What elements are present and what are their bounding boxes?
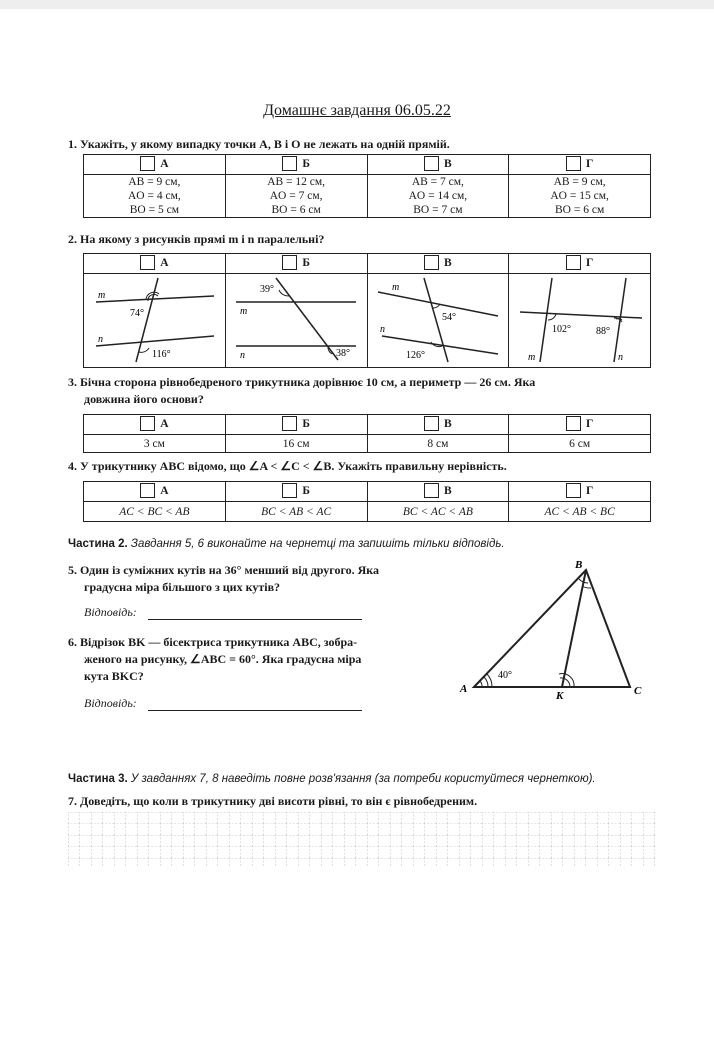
label-m: m xyxy=(98,290,106,301)
vertex-label-k: K xyxy=(556,690,564,702)
option-letter: Б xyxy=(302,485,310,498)
answer-cell: 8 см xyxy=(367,435,509,453)
option-b-header[interactable] xyxy=(225,155,367,175)
option-letter: А xyxy=(160,158,169,171)
option-letter: Б xyxy=(302,257,310,270)
cell-line: AB = 9 см, xyxy=(553,176,606,188)
label-m: m xyxy=(240,306,248,317)
question-3-line-2: довжина його основи? xyxy=(84,392,204,406)
part-3-instructions: У завданнях 7, 8 наведіть повне розв'язання (за потреби користуйтеся чернеткою). xyxy=(130,773,596,785)
answer-label-5: Відповідь: xyxy=(84,605,137,619)
page-title: Домашнє завдання 06.05.22 xyxy=(263,102,451,119)
option-c-header[interactable] xyxy=(367,254,509,274)
angle-label: 88° xyxy=(595,326,610,337)
figure-cell-b xyxy=(225,274,367,368)
option-letter: В xyxy=(444,158,452,171)
cell-line: BO = 6 см xyxy=(271,204,321,216)
figure-cell-c xyxy=(367,274,509,368)
option-a-header[interactable] xyxy=(84,254,226,274)
answer-cell: BC < AC < AB xyxy=(367,502,509,522)
answer-cell xyxy=(225,175,367,218)
cell-line: AO = 7 см, xyxy=(269,190,323,202)
label-m: m xyxy=(527,352,535,363)
question-5-line-1: 5. Один із суміжних кутів на 36° менший від другого. Яка xyxy=(68,563,379,577)
answer-cell xyxy=(84,175,226,218)
option-letter: А xyxy=(160,485,169,498)
angle-label: 40° xyxy=(498,670,512,681)
checkbox-d[interactable] xyxy=(566,483,581,498)
angle-label: 38° xyxy=(336,348,351,359)
vertex-label-b: B xyxy=(575,559,583,571)
option-b-header[interactable] xyxy=(225,415,367,435)
triangle-figure xyxy=(452,556,652,706)
top-bar xyxy=(0,0,714,9)
answer-cell xyxy=(509,175,651,218)
option-d-header[interactable] xyxy=(509,415,651,435)
checkbox-a[interactable] xyxy=(140,156,155,171)
cell-line: AB = 7 см, xyxy=(411,176,464,188)
option-a-header[interactable] xyxy=(84,155,226,175)
label-n: n xyxy=(240,350,246,361)
question-7-text: 7. Доведіть, що коли в трикутнику дві висоти рівні, то він є рівнобедреним. xyxy=(68,794,478,808)
angle-label: 74° xyxy=(130,308,145,319)
answer-cell xyxy=(367,175,509,218)
option-b-header[interactable] xyxy=(225,254,367,274)
option-letter: Г xyxy=(585,485,594,498)
angle-label: 102° xyxy=(551,324,571,335)
part-2-instructions: Завдання 5, 6 виконайте на чернетці та запишіть тільки відповідь. xyxy=(130,538,505,550)
answer-grid[interactable] xyxy=(68,812,658,868)
option-d-header[interactable] xyxy=(509,155,651,175)
option-letter: В xyxy=(444,418,452,431)
question-1-text: 1. Укажіть, у якому випадку точки A, B і O не лежать на одній прямій. xyxy=(68,137,450,151)
checkbox-a[interactable] xyxy=(140,483,155,498)
question-6-text xyxy=(68,634,440,685)
answer-cell: BC < AB < AC xyxy=(225,502,367,522)
checkbox-d[interactable] xyxy=(566,156,581,171)
option-a-header[interactable] xyxy=(84,482,226,502)
question-1-answer-table xyxy=(83,154,651,218)
option-b-header[interactable] xyxy=(225,482,367,502)
question-6-line-3: кута BKC? xyxy=(84,669,144,683)
answer-cell: AC < BC < AB xyxy=(84,502,226,522)
angle-label: 116° xyxy=(152,349,172,360)
question-3-line-1: 3. Бічна сторона рівнобедреного трикутника дорівнює 10 см, а периметр — 26 см. Яка xyxy=(68,375,536,389)
figure-cell-a xyxy=(84,274,226,368)
answer-cell: 6 см xyxy=(509,435,651,453)
option-d-header[interactable] xyxy=(509,482,651,502)
label-n: n xyxy=(379,324,385,335)
option-a-header[interactable] xyxy=(84,415,226,435)
figure-b xyxy=(226,274,366,364)
checkbox-c[interactable] xyxy=(424,156,439,171)
question-3-text xyxy=(68,374,658,408)
checkbox-a[interactable] xyxy=(140,416,155,431)
question-4-answer-table xyxy=(83,481,651,522)
checkbox-a[interactable] xyxy=(140,255,155,270)
question-3-answer-table xyxy=(83,414,651,453)
angle-label: 54° xyxy=(441,312,456,323)
answer-field-6[interactable] xyxy=(148,710,362,711)
answer-label-6: Відповідь: xyxy=(84,696,137,710)
question-5-line-2: градусна міра більшого з цих кутів? xyxy=(84,580,281,594)
label-n: n xyxy=(617,352,623,363)
figure-a xyxy=(84,274,224,364)
checkbox-c[interactable] xyxy=(424,255,439,270)
cell-line: AB = 9 см, xyxy=(128,176,181,188)
answer-field-5[interactable] xyxy=(148,619,362,620)
option-letter: Г xyxy=(585,418,594,431)
checkbox-b[interactable] xyxy=(282,156,297,171)
answer-cell: 3 см xyxy=(84,435,226,453)
figure-cell-d xyxy=(509,274,651,368)
angle-label: 39° xyxy=(260,284,275,295)
checkbox-b[interactable] xyxy=(282,483,297,498)
figure-c xyxy=(368,274,508,364)
cell-line: BO = 7 см xyxy=(413,204,463,216)
cell-line: AO = 14 см, xyxy=(408,190,468,202)
checkbox-d[interactable] xyxy=(566,255,581,270)
cell-line: BO = 6 см xyxy=(555,204,605,216)
label-n: n xyxy=(98,334,104,345)
cell-line: BO = 5 см xyxy=(129,204,179,216)
option-letter: Г xyxy=(585,257,594,270)
answer-cell: 16 см xyxy=(225,435,367,453)
option-letter: В xyxy=(444,257,452,270)
answer-cell: AC < AB < BC xyxy=(509,502,651,522)
label-m: m xyxy=(391,282,400,293)
angle-label: 126° xyxy=(405,350,425,361)
vertex-label-a: A xyxy=(460,683,468,695)
question-2-text: 2. На якому з рисунків прямі m і n паралельні? xyxy=(68,232,325,246)
checkbox-d[interactable] xyxy=(566,416,581,431)
checkbox-b[interactable] xyxy=(282,416,297,431)
part-3-label: Частина 3. xyxy=(68,773,128,785)
vertex-label-c: C xyxy=(634,685,642,697)
option-c-header[interactable] xyxy=(367,415,509,435)
option-letter: Г xyxy=(585,158,594,171)
checkbox-b[interactable] xyxy=(282,255,297,270)
figure-d xyxy=(510,274,650,364)
cell-line: AB = 12 см, xyxy=(267,176,326,188)
option-letter: Б xyxy=(302,158,310,171)
option-letter: Б xyxy=(302,418,310,431)
option-c-header[interactable] xyxy=(367,155,509,175)
cell-line: AO = 15 см, xyxy=(550,190,609,202)
checkbox-c[interactable] xyxy=(424,483,439,498)
option-d-header[interactable] xyxy=(509,254,651,274)
cell-line: AO = 4 см, xyxy=(128,190,181,202)
question-4-text: 4. У трикутнику ABC відомо, що ∠A < ∠C < ∠B. Укажіть правильну нерівність. xyxy=(68,459,507,473)
part-2-label: Частина 2. xyxy=(68,538,128,550)
option-c-header[interactable] xyxy=(367,482,509,502)
question-2-answer-table xyxy=(83,253,651,368)
question-5-text xyxy=(68,562,448,596)
question-6-line-2: женого на рисунку, ∠ABC = 60°. Яка градусна міра xyxy=(84,652,362,666)
part-3-heading xyxy=(68,773,596,785)
option-letter: В xyxy=(444,485,452,498)
option-letter: А xyxy=(160,418,169,431)
question-6-line-1: 6. Відрізок BK — бісектриса трикутника ABC, зобра- xyxy=(68,635,358,649)
part-2-heading xyxy=(68,538,505,550)
option-letter: А xyxy=(160,257,169,270)
checkbox-c[interactable] xyxy=(424,416,439,431)
